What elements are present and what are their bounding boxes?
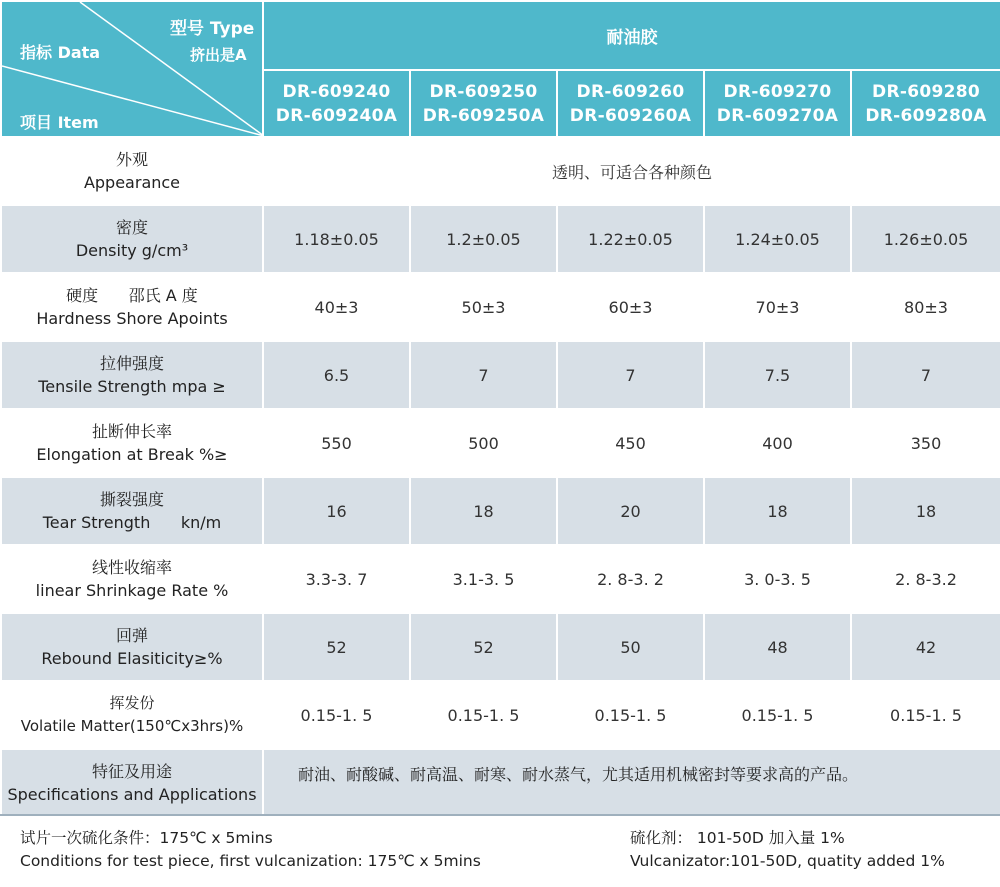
- table-cell: 7: [410, 341, 557, 409]
- model-header: DR-609280 DR-609280A: [851, 70, 1000, 137]
- item-label: 项目 Item: [20, 113, 99, 132]
- table-cell: 350: [851, 409, 1000, 477]
- table-cell: 6.5: [263, 341, 410, 409]
- table-cell: 3.3-3. 7: [263, 545, 410, 613]
- table-row: [1, 205, 1000, 273]
- row-label: 特征及用途 Specifications and Applications: [1, 749, 263, 816]
- category-header: 耐油胶: [263, 1, 1000, 70]
- row-label: 拉伸强度 Tensile Strength mpa ≥: [1, 341, 263, 409]
- row-label: 扯断伸长率 Elongation at Break %≥: [1, 409, 263, 477]
- table-cell: 400: [704, 409, 851, 477]
- table-row: [1, 273, 1000, 341]
- header-corner: [1, 1, 263, 137]
- table-cell: 52: [263, 613, 410, 681]
- row-label: 撕裂强度 Tear Strength kn/m: [1, 477, 263, 545]
- model-header: DR-609270 DR-609270A: [704, 70, 851, 137]
- table-cell: 50±3: [410, 273, 557, 341]
- table-row: [1, 749, 1000, 816]
- table-cell: 0.15-1. 5: [704, 681, 851, 749]
- row-label: 外观 Appearance: [1, 137, 263, 205]
- table-cell: 40±3: [263, 273, 410, 341]
- row-label: 回弹 Rebound Elasiticity≥%: [1, 613, 263, 681]
- table-cell: 48: [704, 613, 851, 681]
- footer-notes: [0, 814, 1000, 887]
- table-cell: 70±3: [704, 273, 851, 341]
- model-header: DR-609240 DR-609240A: [263, 70, 410, 137]
- table-row: [1, 681, 1000, 749]
- extrude-label: 挤出是A: [190, 46, 247, 64]
- row-label: 密度 Density g/cm³: [1, 205, 263, 273]
- table-cell: 52: [410, 613, 557, 681]
- table-cell: 50: [557, 613, 704, 681]
- specifications-value: 耐油、耐酸碱、耐高温、耐寒、耐水蒸气，尤其适用机械密封等要求高的产品。: [263, 749, 1000, 816]
- table-cell: 0.15-1. 5: [410, 681, 557, 749]
- model-header: DR-609250 DR-609250A: [410, 70, 557, 137]
- table-row: [1, 477, 1000, 545]
- table-cell: 18: [851, 477, 1000, 545]
- table-cell: 0.15-1. 5: [851, 681, 1000, 749]
- table-cell: 450: [557, 409, 704, 477]
- type-label: 型号 Type: [170, 19, 255, 39]
- condition-zh: 试片一次硫化条件：175℃ x 5mins: [20, 829, 273, 847]
- appearance-value: 透明、可适合各种颜色: [263, 137, 1000, 205]
- table-cell: 18: [410, 477, 557, 545]
- table-cell: 1.22±0.05: [557, 205, 704, 273]
- table-cell: 1.24±0.05: [704, 205, 851, 273]
- table-cell: 60±3: [557, 273, 704, 341]
- table-cell: 7.5: [704, 341, 851, 409]
- table-cell: 2. 8-3.2: [851, 545, 1000, 613]
- table-cell: 18: [704, 477, 851, 545]
- vulcanizator-en: Vulcanizator:101-50D, quatity added 1%: [630, 852, 945, 870]
- table-cell: 42: [851, 613, 1000, 681]
- table-cell: 0.15-1. 5: [263, 681, 410, 749]
- table-cell: 7: [851, 341, 1000, 409]
- table-cell: 500: [410, 409, 557, 477]
- condition-en: Conditions for test piece, first vulcanization: 175℃ x 5mins: [20, 852, 481, 870]
- table-cell: 0.15-1. 5: [557, 681, 704, 749]
- table-row: [1, 341, 1000, 409]
- row-label: 线性收缩率 linear Shrinkage Rate %: [1, 545, 263, 613]
- table-row: [1, 409, 1000, 477]
- vulcanizator-zh: 硫化剂： 101-50D 加入量 1%: [630, 829, 845, 847]
- row-label: 挥发份 Volatile Matter(150℃x3hrs)%: [1, 681, 263, 749]
- table-cell: 1.18±0.05: [263, 205, 410, 273]
- table-cell: 550: [263, 409, 410, 477]
- table-row: [1, 545, 1000, 613]
- row-label: 硬度 邵氏 A 度 Hardness Shore Apoints: [1, 273, 263, 341]
- table-cell: 3.1-3. 5: [410, 545, 557, 613]
- table-row: [1, 137, 1000, 205]
- table-cell: 1.2±0.05: [410, 205, 557, 273]
- table-cell: 1.26±0.05: [851, 205, 1000, 273]
- table-cell: 80±3: [851, 273, 1000, 341]
- table-row: [1, 613, 1000, 681]
- model-header: DR-609260 DR-609260A: [557, 70, 704, 137]
- table-cell: 16: [263, 477, 410, 545]
- table-cell: 20: [557, 477, 704, 545]
- table-cell: 2. 8-3. 2: [557, 545, 704, 613]
- table-cell: 3. 0-3. 5: [704, 545, 851, 613]
- data-label: 指标 Data: [20, 43, 101, 62]
- table-cell: 7: [557, 341, 704, 409]
